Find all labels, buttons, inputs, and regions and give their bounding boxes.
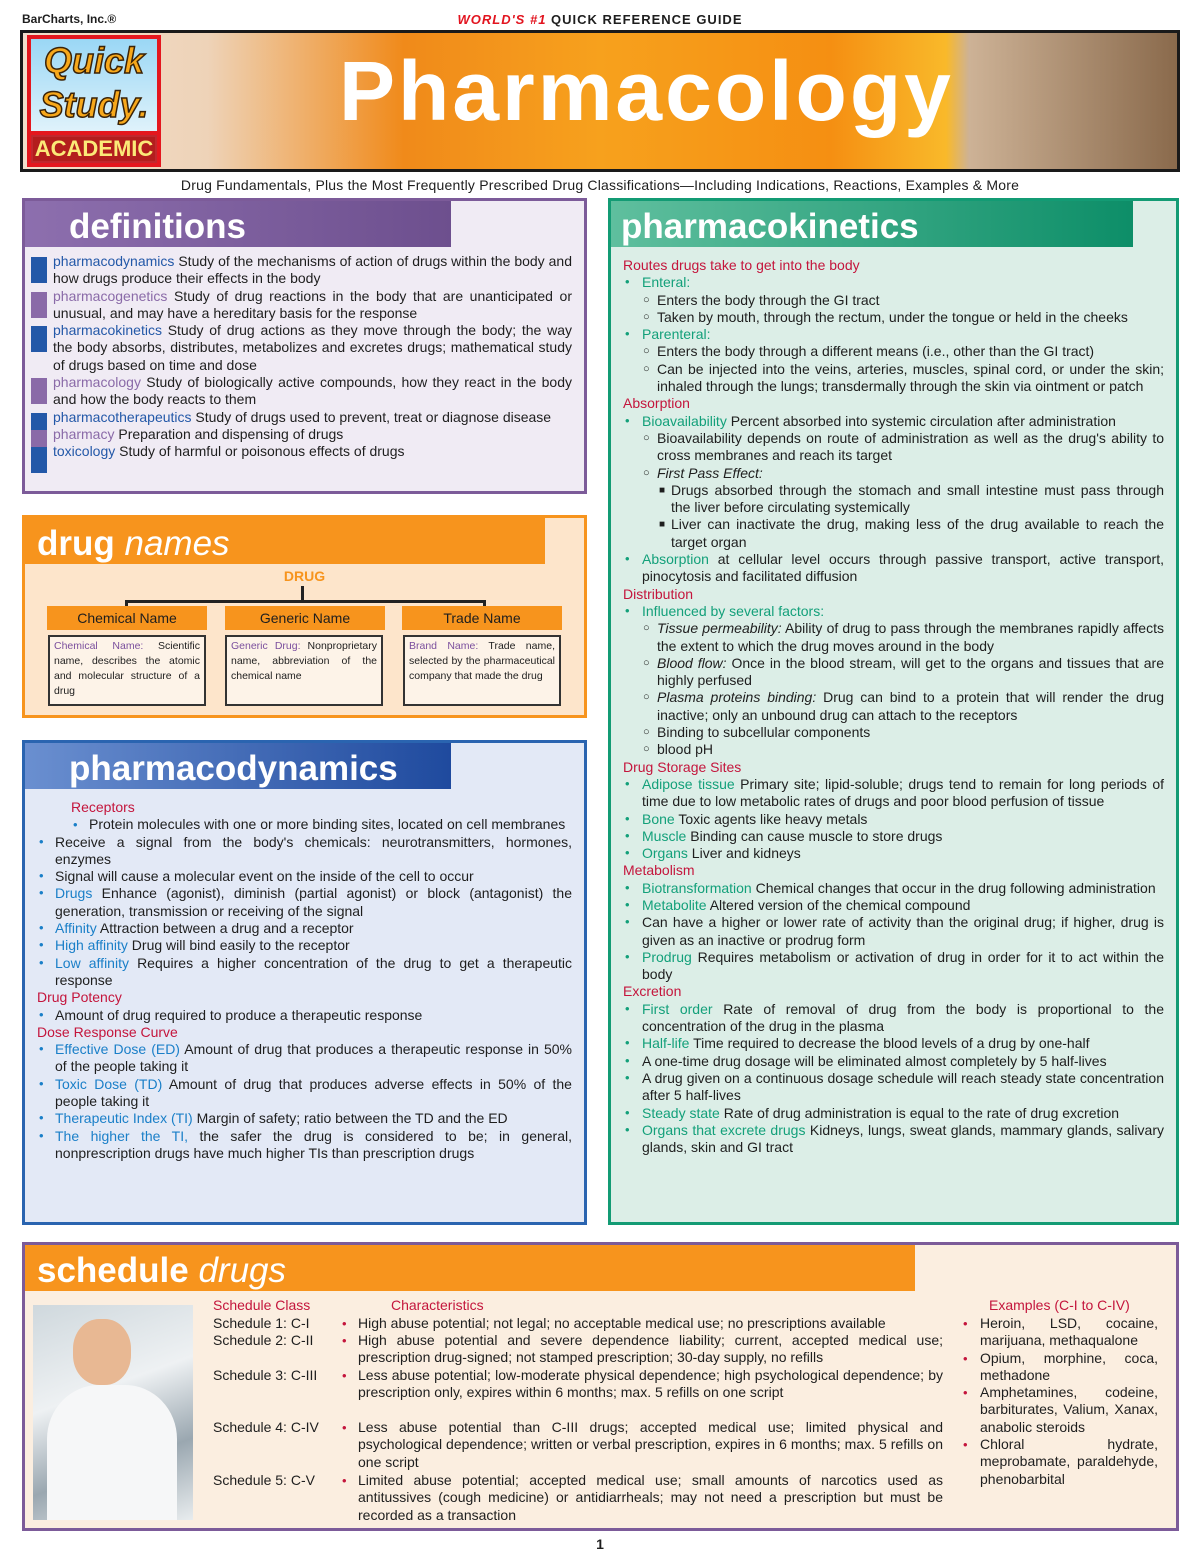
list-item — [611, 828, 1164, 845]
col-header-class: Schedule Class — [213, 1297, 311, 1313]
square-bullet-icon: ■ — [659, 519, 666, 531]
definition-item — [53, 288, 572, 323]
item-text: Rate of drug administration is equal to the rate of drug excretion — [719, 1104, 1120, 1121]
page-number: 1 — [596, 1536, 604, 1552]
definition-marker — [31, 326, 47, 352]
item-term-italic: Tissue permeability: — [657, 620, 782, 637]
bullet-icon: • — [625, 879, 630, 895]
pharmacist-photo — [33, 1305, 193, 1520]
list-item — [611, 897, 1164, 914]
list-item — [611, 776, 1164, 811]
item-text: Drug will bind easily to the receptor — [127, 937, 350, 954]
bullet-icon: • — [39, 1041, 44, 1057]
definition-marker — [31, 257, 47, 283]
chemical-name-header: Chemical Name — [47, 606, 207, 630]
bullet-icon: • — [39, 937, 44, 953]
item-text: Enhance (agonist), diminish (partial agonist) or block (antagonist) the generation, transmission or receiving of the signal — [55, 885, 572, 919]
bullet-icon: • — [39, 868, 44, 884]
bullet-icon: • — [39, 1127, 44, 1143]
item-text: Requires metabolism or activation of drug in order for it to act within the body — [642, 948, 1164, 983]
bullet-icon: • — [625, 810, 630, 826]
characteristics-text: High abuse potential and severe dependence liability; current, accepted medical use; prescription drug-signed; not stamped prescription; 30-day supply, no refills — [358, 1332, 943, 1366]
heading-part-italic: drugs — [188, 1251, 287, 1290]
schedule-class: Schedule 5: C-V — [213, 1472, 315, 1488]
definition-text: Study of biologically active compounds, how they react in the body and how the body reacts to them — [53, 374, 572, 408]
item-text: Liver and kidneys — [687, 845, 801, 862]
item-text: Amount of drug required to produce a therapeutic response — [55, 1006, 423, 1023]
list-item — [25, 834, 572, 869]
definition-text: Study of harmful or poisonous effects of drugs — [115, 443, 405, 460]
definition-term: pharmacy — [53, 425, 115, 442]
list-item — [25, 868, 572, 885]
list-item — [25, 955, 572, 990]
list-item — [25, 885, 572, 920]
trade-name-box — [403, 635, 561, 706]
list-item — [611, 724, 1164, 741]
item-term: Bioavailability — [642, 412, 727, 429]
bullet-icon: • — [625, 948, 630, 964]
item-term: Effective Dose (ED) — [55, 1041, 180, 1058]
example-text: Opium, morphine, coca, methadone — [980, 1349, 1158, 1383]
logo-line1: Quick — [43, 40, 145, 81]
item-term: Therapeutic Index (TI) — [55, 1110, 193, 1127]
definition-item — [53, 374, 572, 409]
section-subheading: Metabolism — [623, 862, 695, 879]
definition-term: pharmacology — [53, 374, 141, 391]
item-text: Attraction between a drug and a receptor — [96, 920, 354, 937]
tagline-rest: QUICK REFERENCE GUIDE — [546, 12, 743, 27]
schedule-characteristics — [342, 1315, 943, 1332]
circle-bullet-icon: ○ — [643, 743, 650, 756]
guide-tagline — [0, 12, 1200, 27]
circle-bullet-icon: ○ — [643, 293, 650, 306]
item-term: Parenteral: — [642, 326, 711, 343]
example-item — [963, 1384, 1158, 1436]
bullet-icon: • — [625, 551, 630, 567]
list-item — [611, 482, 1164, 517]
item-text: Primary site; lipid-soluble; drugs tend to remain for long periods of time due to low metabolic rates of drugs and poor blood perfusion of tissue — [642, 775, 1165, 810]
item-text: Drug can bind to a protein that will render the drug inactive; only an unbound drug can attach to the receptors — [657, 689, 1164, 723]
item-text: A one-time drug dosage will be eliminated almost completely by 5 half-lives — [642, 1052, 1107, 1069]
characteristics-text: Less abuse potential than C-III drugs; accepted medical use; limited physical and psychological dependence; written or verbal prescription, expires in 6 months; max. 5 refills on one script — [358, 1419, 943, 1470]
schedule-table — [213, 1297, 1163, 1527]
bullet-icon: • — [625, 1052, 630, 1068]
definition-text: Study of drug reactions in the body that are unanticipated or unusual, and may have a hereditary basis for the response — [53, 287, 572, 321]
schedule-class: Schedule 1: C-I — [213, 1315, 310, 1331]
bullet-icon: • — [39, 833, 44, 849]
list-item — [611, 516, 1164, 551]
item-text: Amount of drug that produces adverse effects in 50% of the people taking it — [55, 1075, 572, 1110]
list-item — [611, 274, 1164, 291]
box-text: Trade name, selected by the pharmaceutical company that made the drug — [409, 640, 555, 682]
circle-bullet-icon: ○ — [643, 656, 650, 669]
section-subheading: Excretion — [623, 983, 682, 1000]
pharmacokinetics-heading: pharmacokinetics — [611, 201, 1133, 247]
bullet-icon: • — [342, 1368, 347, 1383]
item-term: Toxic Dose (TD) — [55, 1075, 163, 1092]
schedule-class: Schedule 4: C-IV — [213, 1419, 319, 1435]
section-subheading: Receptors — [71, 799, 135, 815]
item-text: Binding can cause muscle to store drugs — [686, 827, 943, 844]
item-text: Requires a higher concentration of the drug to get a therapeutic response — [55, 954, 573, 988]
box-term: Brand Name: — [409, 640, 479, 652]
col-header-characteristics: Characteristics — [391, 1297, 484, 1313]
item-text: Can have a higher or lower rate of activity than the original drug; if higher, drug is given as an inactive or prodrug form — [642, 914, 1164, 948]
definition-item — [53, 443, 572, 460]
heading-part: schedule — [37, 1251, 189, 1290]
list-item — [611, 551, 1164, 586]
section-subheading: Drug Storage Sites — [623, 758, 742, 775]
list-item — [611, 741, 1164, 758]
list-item — [611, 811, 1164, 828]
list-item — [611, 1122, 1164, 1157]
schedule-class: Schedule 3: C-III — [213, 1367, 318, 1383]
definitions-panel — [22, 198, 587, 494]
bullet-icon: • — [625, 775, 630, 791]
item-term: Organs — [642, 845, 688, 862]
item-text: Signal will cause a molecular event on the inside of the cell to occur — [55, 868, 474, 885]
list-item — [25, 816, 572, 833]
definition-term: toxicology — [53, 443, 116, 460]
list-item — [611, 465, 1164, 482]
list-item — [611, 361, 1164, 396]
bullet-icon: • — [39, 1110, 44, 1126]
bullet-icon: • — [625, 896, 630, 912]
list-item — [25, 937, 572, 954]
bullet-icon: • — [625, 1000, 630, 1016]
example-text: Amphetamines, codeine, barbiturates, Valium, Xanax, anabolic steroids — [980, 1384, 1158, 1435]
item-term: Influenced by several factors: — [642, 602, 825, 619]
section-subheading: Dose Response Curve — [37, 1023, 178, 1040]
list-item — [611, 1053, 1164, 1070]
list-item — [611, 914, 1164, 949]
title-banner — [20, 30, 1180, 172]
box-text: Scientific name, describes the atomic and molecular structure of a drug — [54, 640, 201, 697]
schedule-characteristics — [342, 1367, 943, 1402]
circle-bullet-icon: ○ — [643, 466, 650, 479]
bullet-icon: • — [342, 1420, 347, 1435]
section-subheading: Routes drugs take to get into the body — [623, 257, 860, 273]
list-item — [611, 1070, 1164, 1105]
schedule-characteristics — [342, 1332, 943, 1367]
trade-name-header: Trade Name — [402, 606, 562, 630]
bullet-icon: • — [625, 326, 630, 342]
item-term: The higher the TI, — [55, 1127, 188, 1144]
list-item — [611, 326, 1164, 343]
schedule-class: Schedule 2: C-II — [213, 1332, 314, 1348]
definition-text: Study of drug actions as they move through the body; the way the body absorbs, distributes, metabolizes and excretes drugs; mathematical study of drugs based on time and dose — [53, 322, 572, 373]
bullet-icon: • — [625, 1069, 630, 1085]
list-item — [611, 292, 1164, 309]
heading-part-italic: names — [114, 524, 230, 563]
drug-root-label: DRUG — [283, 568, 326, 584]
item-text: Toxic agents like heavy metals — [674, 810, 868, 827]
bullet-icon: • — [625, 602, 630, 618]
bullet-icon: • — [625, 827, 630, 843]
item-text: Ability of drug to pass through the membranes rapidly affects the extent to which the drug moves around in the body — [657, 620, 1164, 654]
bullet-icon: • — [963, 1437, 968, 1453]
item-text: Bioavailability depends on route of administration as well as the drug's ability to cross membranes and reach its target — [657, 429, 1164, 464]
item-text: Enters the body through a different means (i.e., other than the GI tract) — [657, 343, 1095, 360]
circle-bullet-icon: ○ — [643, 622, 650, 635]
list-item — [25, 1076, 572, 1111]
definition-text: Preparation and dispensing of drugs — [114, 425, 344, 442]
definition-term: pharmacotherapeutics — [53, 408, 192, 425]
bullet-icon: • — [73, 817, 78, 833]
definition-marker — [31, 292, 47, 318]
list-item — [611, 1105, 1164, 1122]
definition-term: pharmacokinetics — [53, 322, 162, 339]
example-item — [963, 1350, 1158, 1385]
item-term-italic: Blood flow: — [657, 654, 727, 671]
item-text: Liver can inactivate the drug, making less of the drug available to reach the target organ — [671, 516, 1164, 550]
schedule-drugs-panel — [22, 1242, 1179, 1531]
generic-name-box — [225, 635, 383, 706]
bullet-icon: • — [39, 1006, 44, 1022]
list-item — [25, 1041, 572, 1076]
list-item — [611, 880, 1164, 897]
bullet-icon: • — [39, 954, 44, 970]
list-item — [611, 603, 1164, 620]
definition-marker — [31, 447, 47, 473]
bullet-icon: • — [625, 845, 630, 861]
item-term: Bone — [642, 810, 675, 827]
item-text: blood pH — [657, 741, 714, 758]
bullet-icon: • — [342, 1333, 347, 1348]
definition-text: Study of drugs used to prevent, treat or diagnose disease — [191, 408, 552, 425]
pharmacokinetics-panel — [608, 198, 1179, 1225]
list-item — [611, 845, 1164, 862]
pharmacodynamics-panel — [22, 740, 587, 1225]
item-text: Kidneys, lungs, sweat glands, mammary glands, salivary glands, skin and GI tract — [642, 1121, 1164, 1156]
subtitle: Drug Fundamentals, Plus the Most Frequently Prescribed Drug Classifications—Including Indications, Reactions, Examples & More — [180, 177, 1020, 193]
item-term: Affinity — [55, 920, 97, 937]
schedule-characteristics — [342, 1472, 943, 1524]
item-term-italic: First Pass Effect: — [657, 464, 763, 481]
drug-names-heading — [25, 518, 545, 564]
item-term: First order — [642, 1000, 713, 1017]
item-text: Altered version of the chemical compound — [706, 896, 971, 913]
bullet-icon: • — [963, 1316, 968, 1331]
list-item — [25, 1128, 572, 1163]
item-text: Amount of drug that produces a therapeutic response in 50% of the people taking it — [55, 1041, 573, 1075]
item-term: Low affinity — [55, 954, 129, 971]
bullet-icon: • — [39, 1075, 44, 1091]
pharmacodynamics-heading: pharmacodynamics — [25, 743, 451, 789]
list-item — [611, 413, 1164, 430]
item-text: Taken by mouth, through the rectum, under the tongue or held in the cheeks — [657, 308, 1128, 325]
item-term: Organs that excrete drugs — [642, 1121, 806, 1138]
definition-item — [53, 426, 572, 443]
bullet-icon: • — [625, 1121, 630, 1137]
circle-bullet-icon: ○ — [643, 310, 650, 323]
list-item — [611, 343, 1164, 360]
schedule-heading — [25, 1245, 915, 1291]
definition-item — [53, 253, 572, 288]
definition-marker — [31, 378, 47, 404]
col-header-examples: Examples (C-I to C-IV) — [989, 1297, 1130, 1313]
characteristics-text: Less abuse potential; low-moderate physical dependence; high psychological dependence; by prescription only, expires within 6 months; max. 5 refills on one script — [358, 1367, 943, 1401]
bullet-icon: • — [625, 914, 630, 930]
list-item — [611, 620, 1164, 655]
definitions-heading: definitions — [25, 201, 451, 247]
example-item — [963, 1315, 1158, 1350]
item-text: Drugs absorbed through the stomach and small intestine must pass through the liver before circulating systemically — [671, 481, 1164, 516]
list-item — [611, 949, 1164, 984]
circle-bullet-icon: ○ — [643, 691, 650, 704]
tagline-highlight: WORLD'S #1 — [457, 12, 547, 27]
item-text: Enters the body through the GI tract — [657, 291, 880, 308]
list-item — [611, 309, 1164, 326]
item-term: Adipose tissue — [642, 775, 735, 792]
example-item — [963, 1436, 1158, 1488]
bullet-icon: • — [39, 885, 44, 901]
item-term: Steady state — [642, 1104, 720, 1121]
publisher: BarCharts, Inc.® — [22, 12, 117, 26]
bullet-icon: • — [342, 1316, 347, 1331]
section-subheading: Absorption — [623, 395, 690, 412]
list-item — [611, 430, 1164, 465]
item-term: Enteral: — [642, 274, 691, 291]
definition-item — [53, 409, 572, 426]
bullet-icon: • — [625, 1035, 630, 1051]
list-item — [25, 1110, 572, 1127]
examples-column — [963, 1315, 1158, 1488]
tree-line — [125, 600, 485, 603]
section-subheading: Distribution — [623, 585, 694, 602]
definition-item — [53, 322, 572, 374]
bullet-icon: • — [625, 412, 630, 428]
box-text: Nonproprietary name, abbreviation of the chemical name — [231, 640, 377, 682]
list-item — [611, 1001, 1164, 1036]
definition-text: Study of the mechanisms of action of drugs within the body and how drugs produce their effects in the body — [53, 253, 572, 287]
bullet-icon: • — [963, 1350, 968, 1366]
circle-bullet-icon: ○ — [643, 431, 650, 444]
chemical-name-box — [48, 635, 206, 706]
item-term: Drugs — [55, 885, 93, 902]
item-term: High affinity — [55, 937, 128, 954]
example-text: Heroin, LSD, cocaine, marijuana, methaqualone — [980, 1315, 1158, 1349]
page-title: Pharmacology — [339, 44, 954, 138]
example-text: Chloral hydrate, meprobamate, paraldehyde, phenobarbital — [980, 1436, 1158, 1487]
bullet-icon: • — [625, 1104, 630, 1120]
box-term: Chemical Name: — [54, 640, 144, 652]
drug-names-panel — [22, 515, 587, 718]
square-bullet-icon: ■ — [659, 484, 666, 496]
item-term: Metabolite — [642, 896, 707, 913]
bullet-icon: • — [39, 920, 44, 936]
bullet-icon: • — [625, 274, 630, 290]
bullet-icon: • — [963, 1385, 968, 1401]
item-term: Biotransformation — [642, 879, 752, 896]
item-term: Prodrug — [642, 948, 692, 965]
generic-name-header: Generic Name — [225, 606, 385, 630]
list-item — [25, 1007, 572, 1024]
list-item — [611, 1035, 1164, 1052]
item-text: Percent absorbed into systemic circulation after administration — [726, 412, 1116, 429]
logo-line2: Study. — [39, 84, 149, 125]
item-text: A drug given on a continuous dosage schedule will reach steady state concentration after 5 half-lives — [642, 1069, 1164, 1104]
item-text: Receive a signal from the body's chemicals: neurotransmitters, hormones, enzymes — [55, 833, 572, 867]
item-term: Absorption — [642, 551, 709, 568]
definition-term: pharmacogenetics — [53, 287, 168, 304]
item-term: Half-life — [642, 1035, 690, 1052]
definition-term: pharmacodynamics — [53, 253, 175, 269]
list-item — [25, 920, 572, 937]
circle-bullet-icon: ○ — [643, 726, 650, 739]
item-text: Can be injected into the veins, arteries, muscles, spinal cord, or under the skin; inhaled through the lungs; transdermally through the skin via ointment or patch — [657, 360, 1164, 395]
item-text: Time required to decrease the blood levels of a drug by one-half — [689, 1035, 1090, 1052]
item-term: Muscle — [642, 827, 687, 844]
item-text: Once in the blood stream, will get to the organs and tissues that are highly perfused — [657, 654, 1164, 689]
characteristics-text: Limited abuse potential; accepted medical use; small amounts of narcotics used as antitussives (cough medicine) or antidiarrheals; may not need a prescription but must be recorded as a transaction — [358, 1472, 943, 1523]
item-text: the safer the drug is considered to be; in general, nonprescription drugs have much higher TIs than prescription drugs — [55, 1127, 572, 1161]
box-term: Generic Drug: — [231, 640, 301, 652]
bullet-icon: • — [342, 1473, 347, 1488]
item-text: Protein molecules with one or more binding sites, located on cell membranes — [89, 816, 566, 833]
item-text: Binding to subcellular components — [657, 724, 871, 741]
heading-part: drug — [37, 524, 115, 563]
list-item — [611, 655, 1164, 690]
quickstudy-logo — [27, 35, 161, 167]
characteristics-text: High abuse potential; not legal; no acceptable medical use; no prescriptions available — [358, 1315, 886, 1331]
item-text: Chemical changes that occur in the drug following administration — [751, 879, 1156, 896]
list-item — [611, 689, 1164, 724]
circle-bullet-icon: ○ — [643, 362, 650, 375]
schedule-characteristics — [342, 1419, 943, 1471]
item-text: at cellular level occurs through passive transport, active transport, pinocytosis and facilitated diffusion — [642, 551, 1164, 585]
logo-line3: ACADEMIC — [34, 136, 154, 161]
item-term-italic: Plasma proteins binding: — [657, 689, 817, 706]
item-text: Rate of removal of drug from the body is proportional to the concentration of the drug in the plasma — [642, 1000, 1164, 1035]
item-text: Margin of safety; ratio between the TD and the ED — [192, 1110, 508, 1127]
circle-bullet-icon: ○ — [643, 345, 650, 358]
section-subheading: Drug Potency — [37, 989, 122, 1006]
